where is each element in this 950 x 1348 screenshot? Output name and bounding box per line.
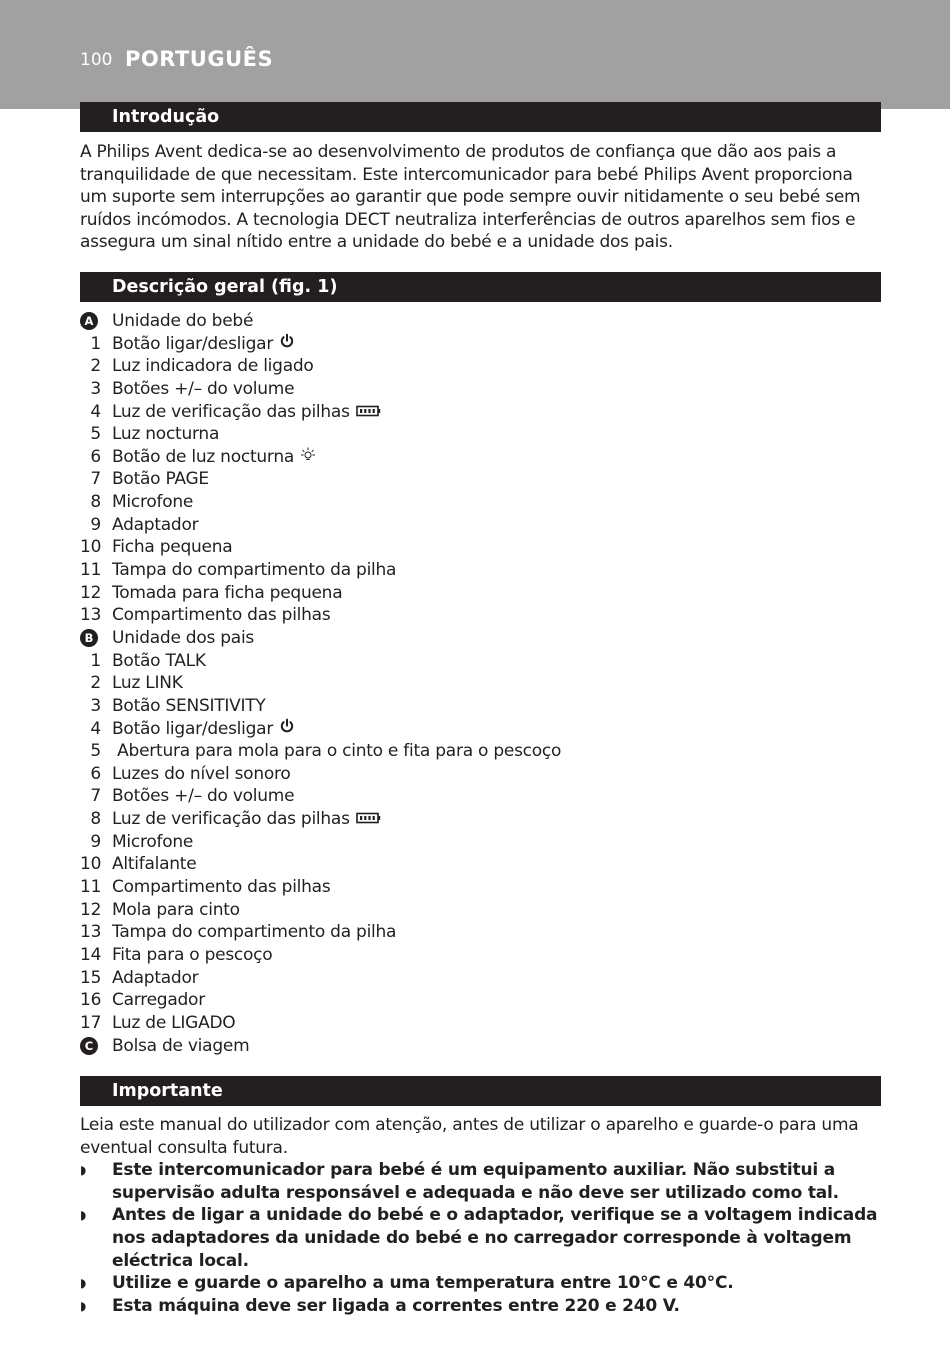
list-item-label: Luz nocturna — [112, 424, 220, 445]
list-item-label: Altifalante — [112, 854, 197, 875]
list-item-number: 6 — [90, 446, 101, 467]
list-item — [80, 876, 882, 899]
list-item-number: 5 — [90, 424, 101, 445]
list-item-number: 10 — [80, 854, 102, 875]
list-item-number: 8 — [90, 809, 101, 830]
list-item — [80, 333, 882, 356]
bullet-item — [80, 1159, 882, 1204]
list-item-label: Adaptador — [112, 967, 199, 988]
list-item-number: 15 — [80, 967, 102, 988]
list-item — [80, 672, 882, 695]
list-item-number: 2 — [90, 356, 101, 377]
list-item-label: Carregador — [112, 990, 205, 1011]
group-letter-badge: B — [80, 629, 98, 647]
list-item-number: 7 — [90, 786, 101, 807]
list-item — [80, 423, 882, 446]
list-item-number: 12 — [80, 899, 102, 920]
list-item-number: 4 — [90, 401, 101, 422]
bullet-marker-icon: ◗ — [80, 1208, 87, 1223]
section-heading-important: Importante — [80, 1076, 881, 1106]
list-item — [80, 378, 882, 401]
list-item — [80, 785, 882, 808]
list-item-label: Botão TALK — [112, 650, 206, 671]
list-item — [80, 446, 882, 469]
list-item — [80, 763, 882, 786]
list-item-label: Microfone — [112, 492, 194, 513]
group-row-b — [80, 627, 882, 650]
group-title: Bolsa de viagem — [112, 1035, 250, 1056]
group-row-c — [80, 1035, 882, 1058]
list-item-number: 13 — [80, 605, 102, 626]
bullet-text: Utilize e guarde o aparelho a uma temperatura entre 10°C e 40°C. — [112, 1273, 734, 1294]
list-item-number: 11 — [80, 877, 102, 898]
list-item-number: 10 — [80, 537, 102, 558]
list-item-number: 13 — [80, 922, 102, 943]
list-item-label: Botão PAGE — [112, 469, 209, 490]
list-item-number: 9 — [90, 514, 101, 535]
group-letter-badge: A — [80, 312, 98, 330]
section-heading-overview: Descrição geral (fig. 1) — [80, 272, 881, 302]
bullet-text: Este intercomunicador para bebé é um equipamento auxiliar. Não substitui a supervisão adulta responsável e adequada e não deve ser utilizado como tal. — [112, 1160, 839, 1203]
list-item-number: 3 — [90, 695, 101, 716]
list-item — [80, 355, 882, 378]
list-item — [80, 1012, 882, 1035]
list-item-number: 1 — [90, 650, 101, 671]
list-item-label: Fita para o pescoço — [112, 944, 273, 965]
list-item-number: 12 — [80, 582, 102, 603]
list-item — [80, 899, 882, 922]
list-item — [80, 536, 882, 559]
list-item-label: Compartimento das pilhas — [112, 877, 331, 898]
list-item-number: 11 — [80, 560, 102, 581]
list-item-number: 16 — [80, 990, 102, 1011]
list-item — [80, 582, 882, 605]
list-item-number: 5 — [90, 741, 101, 762]
list-item-label: Botão ligar/desligar — [112, 718, 274, 739]
list-item — [80, 831, 882, 854]
list-item-label: Abertura para mola para o cinto e fita para o pescoço — [112, 741, 562, 762]
list-item-label: Mola para cinto — [112, 899, 240, 920]
important-bullets — [80, 1159, 882, 1318]
list-item-label: Luzes do nível sonoro — [112, 763, 291, 784]
section-heading-intro: Introdução — [80, 102, 881, 132]
list-item-label: Microfone — [112, 831, 194, 852]
list-item-number: 4 — [90, 718, 101, 739]
list-item — [80, 921, 882, 944]
bullet-item — [80, 1272, 882, 1295]
list-item-label: Tampa do compartimento da pilha — [112, 560, 397, 581]
list-item-label: Botão de luz nocturna — [112, 446, 295, 467]
intro-paragraph: A Philips Avent dedica-se ao desenvolvimento de produtos de confiança que dão aos pais a tranquilidade de que necessitam. Este intercomunicador para bebé Philips Avent proporciona um suporte sem interrupções ao garantir que pode sempre ouvir nitidamente o seu bebé sem ruídos incómodos. A tecnologia DECT neutraliza interferências de outros aparelhos sem fios e assegura um sinal nítido entre a unidade do bebé e a unidade dos pais. — [80, 142, 861, 253]
list-item-number: 8 — [90, 492, 101, 513]
list-item-label: Luz indicadora de ligado — [112, 356, 314, 377]
list-item — [80, 514, 882, 537]
list-item-label: Botão SENSITIVITY — [112, 695, 266, 716]
list-item — [80, 468, 882, 491]
night-light-icon — [300, 446, 316, 469]
list-item-label: Luz de verificação das pilhas — [112, 809, 350, 830]
important-intro: Leia este manual do utilizador com atenção, antes de utilizar o aparelho e guarde-o para uma eventual consulta futura. — [80, 1115, 859, 1158]
list-item — [80, 944, 882, 967]
list-item-label: Compartimento das pilhas — [112, 605, 331, 626]
list-item — [80, 559, 882, 582]
list-item-label: Tomada para ficha pequena — [112, 582, 343, 603]
list-item — [80, 808, 882, 831]
list-item-number: 7 — [90, 469, 101, 490]
list-item — [80, 740, 882, 763]
list-item-label: Luz LINK — [112, 673, 183, 694]
bullet-text: Antes de ligar a unidade do bebé e o adaptador, verifique se a voltagem indicada nos adaptadores da unidade do bebé e no carregador corresponde à voltagem eléctrica local. — [112, 1205, 878, 1271]
list-item — [80, 650, 882, 673]
list-item — [80, 491, 882, 514]
bullet-text: Esta máquina deve ser ligada a correntes entre 220 e 240 V. — [112, 1295, 680, 1316]
language-title: PORTUGUÊS — [125, 47, 274, 71]
bullet-marker-icon: ◗ — [80, 1163, 87, 1177]
page-number: 100 — [80, 50, 113, 70]
list-item-label: Botões +/– do volume — [112, 786, 295, 807]
list-item-number: 6 — [90, 763, 101, 784]
power-icon — [279, 718, 295, 741]
group-letter-badge: C — [80, 1037, 98, 1055]
list-item-number: 3 — [90, 378, 101, 399]
bullet-marker-icon: ◗ — [80, 1298, 87, 1313]
list-item — [80, 604, 882, 627]
group-title: Unidade dos pais — [112, 627, 255, 648]
list-item-label: Tampa do compartimento da pilha — [112, 922, 397, 943]
group-marker — [80, 312, 101, 330]
bullet-marker-icon: ◗ — [80, 1276, 87, 1291]
list-item — [80, 989, 882, 1012]
power-icon — [279, 333, 295, 356]
battery-icon — [356, 808, 381, 831]
list-item-label: Adaptador — [112, 514, 199, 535]
list-item — [80, 967, 882, 990]
list-item — [80, 853, 882, 876]
list-item-number: 17 — [80, 1012, 102, 1033]
list-item-number: 14 — [80, 944, 102, 965]
list-item-label: Luz de verificação das pilhas — [112, 401, 350, 422]
battery-icon — [356, 401, 381, 424]
list-item — [80, 718, 882, 741]
list-item-label: Botões +/– do volume — [112, 378, 295, 399]
list-item-label: Botão ligar/desligar — [112, 333, 274, 354]
list-item — [80, 695, 882, 718]
group-row-a — [80, 310, 882, 333]
group-marker — [80, 1037, 101, 1055]
list-item — [80, 401, 882, 424]
list-item-number: 1 — [90, 333, 101, 354]
bullet-item — [80, 1295, 882, 1318]
bullet-item — [80, 1204, 882, 1272]
list-item-label: Ficha pequena — [112, 537, 233, 558]
overview-list — [80, 310, 882, 1057]
list-item-label: Luz de LIGADO — [112, 1012, 236, 1033]
group-marker — [80, 629, 101, 647]
list-item-number: 9 — [90, 831, 101, 852]
group-title: Unidade do bebé — [112, 311, 254, 331]
list-item-number: 2 — [90, 673, 101, 694]
